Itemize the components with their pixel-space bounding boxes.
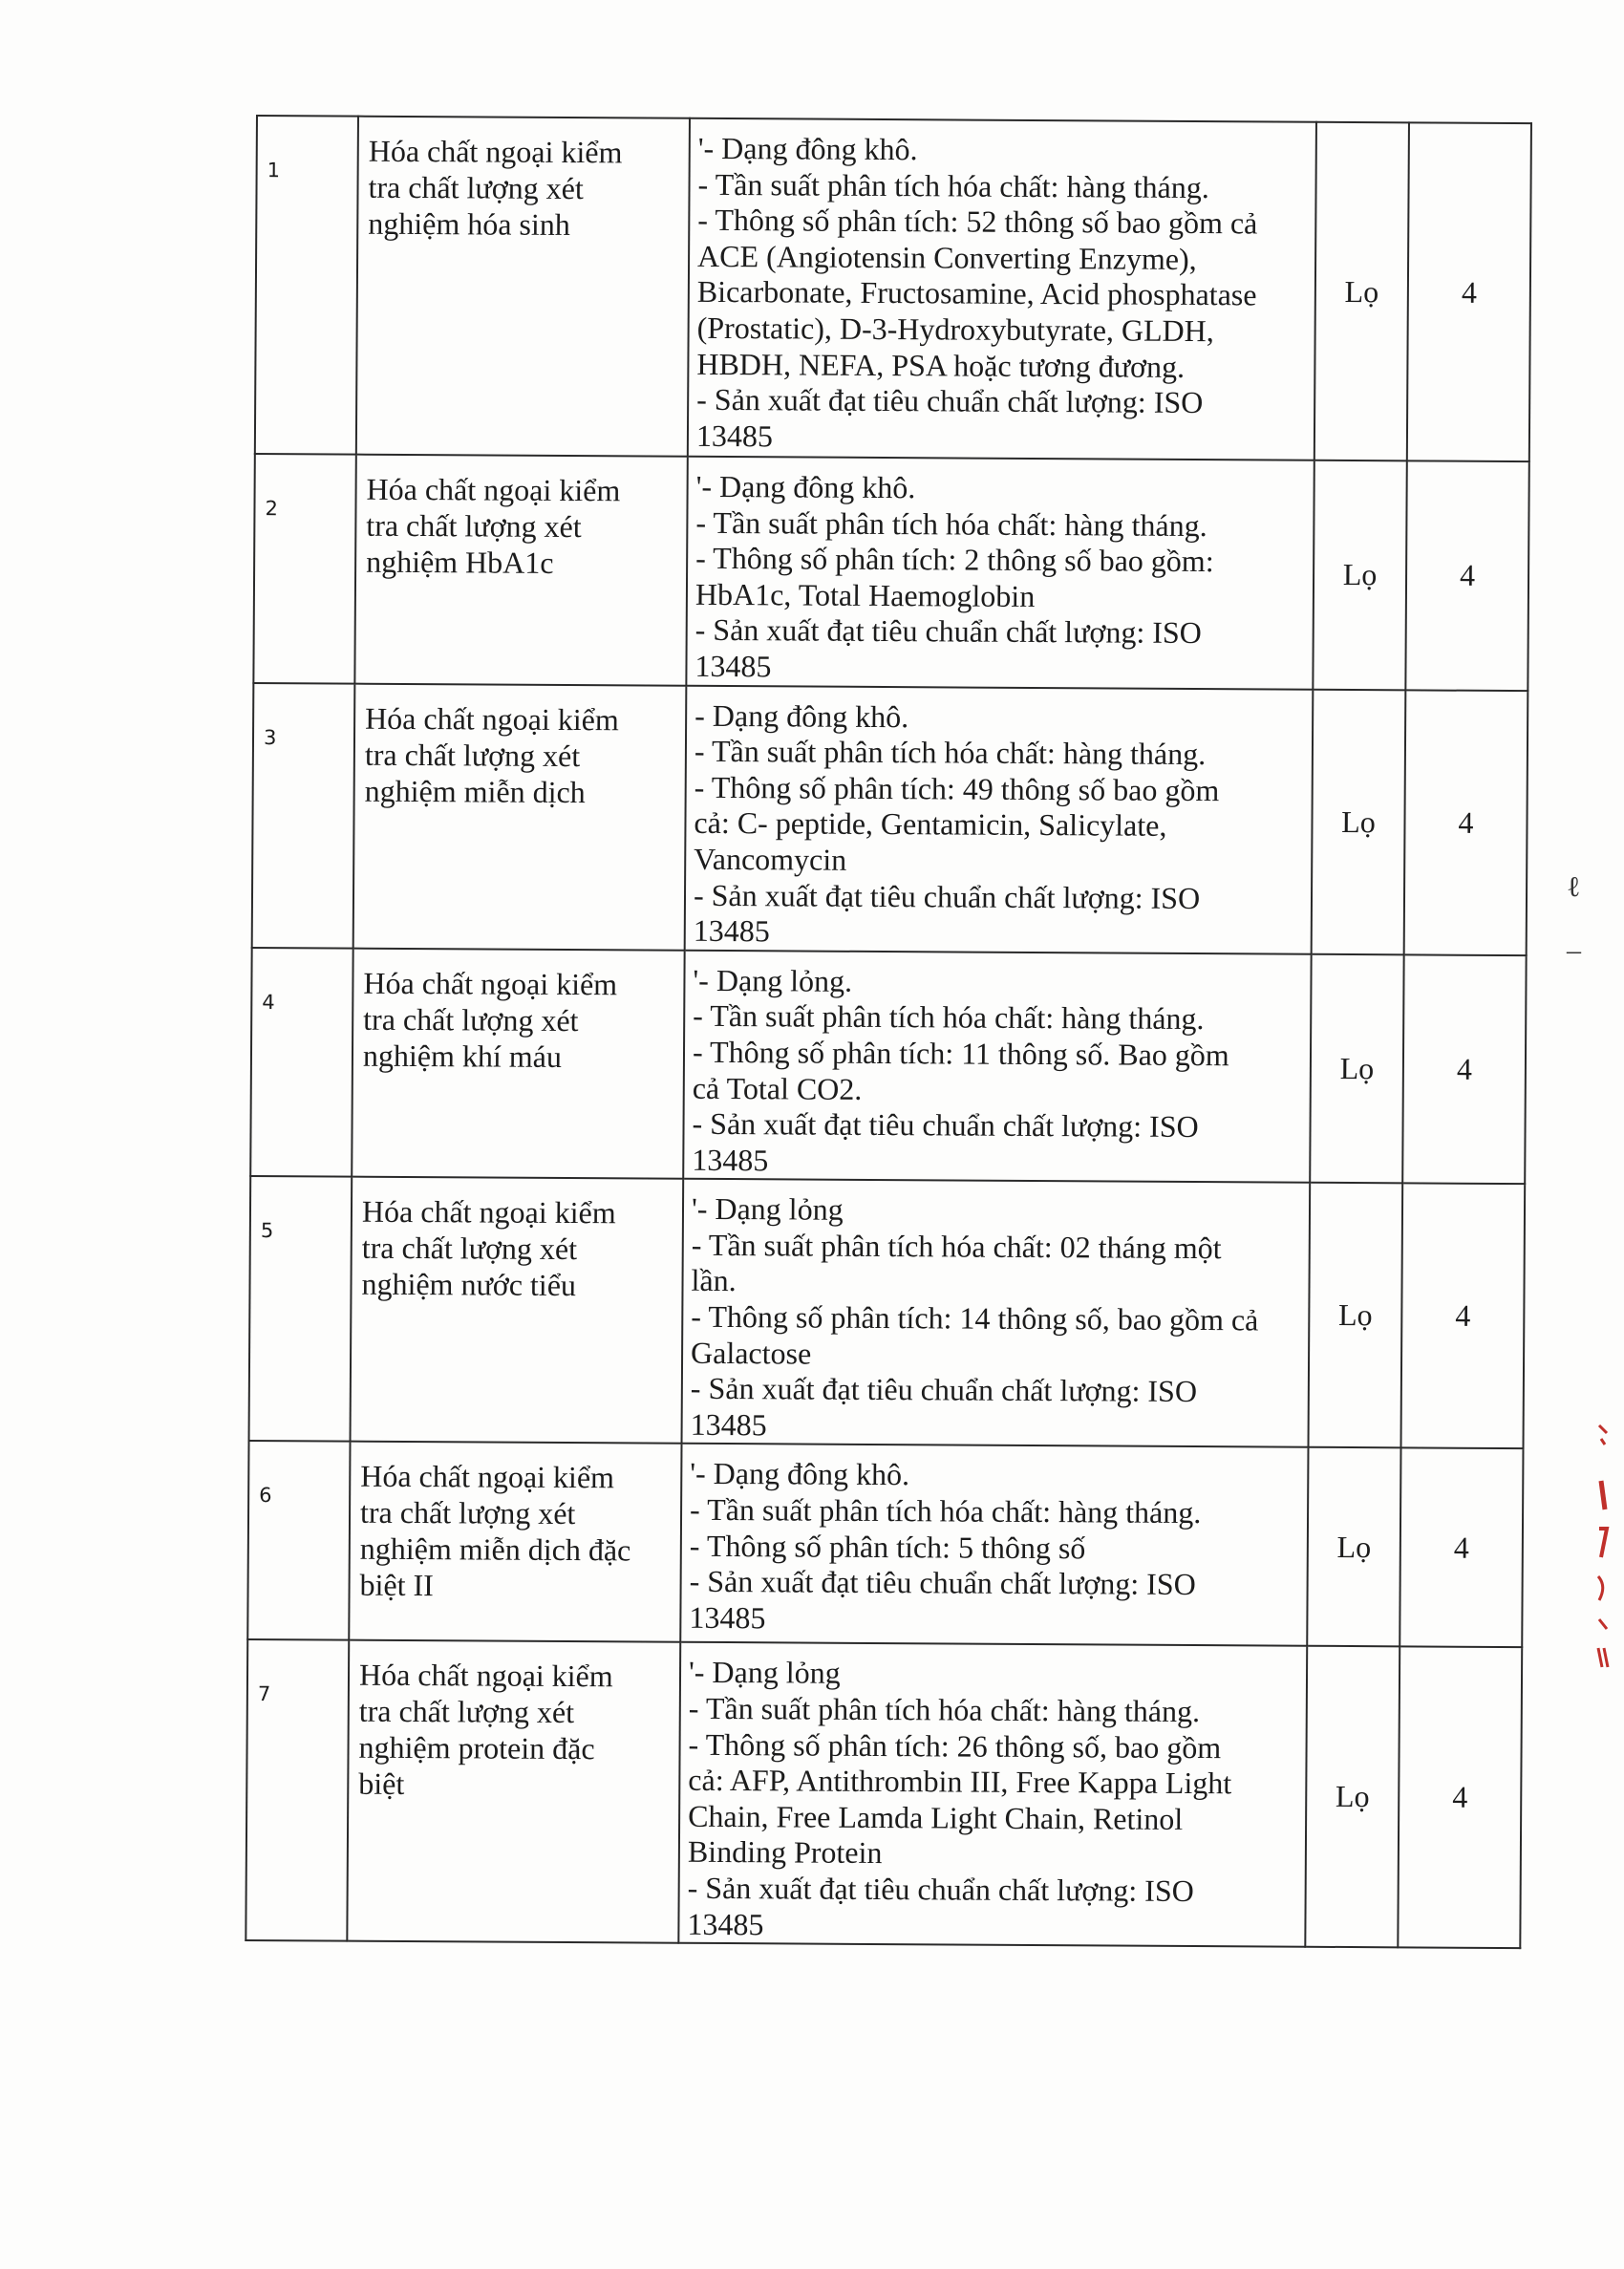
specification-line: - Tần suất phân tích hóa chất: hàng tháng. [695, 504, 1207, 543]
item-name-cell [351, 1177, 684, 1444]
specification-cell [678, 1642, 1307, 1947]
table-row [246, 1639, 1522, 1948]
item-name-line: tra chất lượng xét [364, 737, 581, 773]
specification-line: - Sản xuất đạt tiêu chuẩn chất lượng: ISO [690, 1371, 1198, 1409]
quantity-cell [1400, 1448, 1523, 1648]
specification-table [245, 115, 1532, 1949]
specification-line: lần. [691, 1263, 737, 1298]
specification-line: 13485 [693, 912, 770, 949]
specification-line: - Tần suất phân tích hóa chất: hàng tháng. [689, 1491, 1202, 1531]
quantity-cell [1404, 690, 1528, 955]
item-name-line: nghiệm miễn dịch đặc [359, 1531, 631, 1568]
item-name-cell [349, 1442, 681, 1642]
table-row [247, 1441, 1523, 1647]
row-number-cell [249, 1176, 353, 1442]
unit-cell [1314, 122, 1409, 461]
table-body [246, 116, 1531, 1948]
table-row [253, 454, 1528, 691]
item-name-line: nghiệm hóa sinh [368, 205, 570, 243]
row-number-cell [250, 948, 353, 1177]
item-name-line: tra chất lượng xét [361, 1230, 578, 1267]
item-name-line: Hóa chất ngoại kiểm [358, 1658, 613, 1694]
table-row [250, 948, 1526, 1185]
specification-line: cả: C- peptide, Gentamicin, Salicylate, [694, 805, 1167, 844]
item-name-line: Hóa chất ngoại kiểm [366, 471, 621, 508]
item-name-cell [347, 1640, 680, 1943]
row-number: 2 [265, 497, 278, 521]
specification-line: Bicarbonate, Fructosamine, Acid phosphatase [696, 274, 1257, 312]
item-name-line: biệt II [359, 1568, 435, 1603]
row-number: 5 [260, 1219, 274, 1243]
specification-line: 13485 [694, 648, 772, 684]
item-name-line: nghiệm nước tiểu [361, 1266, 577, 1303]
specification-line: HbA1c, Total Haemoglobin [694, 576, 1036, 613]
specification-line: - Sản xuất đạt tiêu chuẩn chất lượng: ISO [687, 1870, 1194, 1909]
quantity-value: 4 [1458, 804, 1474, 840]
specification-line: - Tần suất phân tích hóa chất: 02 tháng một [691, 1227, 1222, 1266]
unit-value: Lọ [1339, 1050, 1375, 1086]
item-name-line: Hóa chất ngoại kiểm [365, 700, 619, 737]
specification-line: - Thông số phân tích: 11 thông số. Bao gồm [692, 1034, 1229, 1073]
specification-line: (Prostatic), D-3-Hydroxybutyrate, GLDH, [696, 310, 1214, 349]
quantity-value: 4 [1453, 1530, 1469, 1565]
table-row [252, 683, 1528, 955]
item-name-line: tra chất lượng xét [363, 1001, 579, 1038]
item-name-line: tra chất lượng xét [368, 169, 584, 206]
row-number-cell [247, 1441, 350, 1640]
specification-cell [682, 1179, 1311, 1447]
specification-cell [686, 457, 1314, 690]
table-row [255, 116, 1531, 461]
item-name-cell [353, 683, 687, 950]
specification-line: - Tần suất phân tích hóa chất: hàng tháng. [694, 733, 1207, 772]
specification-line: '- Dạng đông khô. [697, 130, 918, 167]
row-number: 4 [262, 990, 275, 1014]
specification-line: - Thông số phân tích: 5 thông số [689, 1528, 1086, 1565]
specification-line: - Sản xuất đạt tiêu chuẩn chất lượng: ISO [693, 877, 1201, 915]
specification-line: - Thông số phân tích: 26 thông số, bao gồm [688, 1726, 1222, 1765]
row-number: 1 [267, 159, 281, 182]
specification-line: 13485 [687, 1906, 764, 1941]
specification-line: cả: AFP, Antithrombin III, Free Kappa Light [688, 1763, 1232, 1801]
specification-line: - Thông số phân tích: 49 thông số bao gồm [694, 769, 1220, 807]
specification-line: 13485 [689, 1599, 766, 1636]
specification-line: 13485 [695, 417, 774, 454]
specification-line: - Sản xuất đạt tiêu chuẩn chất lượng: ISO [694, 612, 1202, 651]
unit-value: Lọ [1337, 1297, 1373, 1333]
item-name-cell [356, 117, 690, 457]
specification-line: - Thông số phân tích: 52 thông số bao gồm cả [697, 203, 1258, 241]
item-name-cell [354, 455, 687, 686]
item-name-line: tra chất lượng xét [358, 1694, 575, 1730]
quantity-value: 4 [1456, 1051, 1473, 1086]
unit-cell [1310, 953, 1403, 1183]
specification-line: Binding Protein [687, 1834, 883, 1871]
specification-line: - Sản xuất đạt tiêu chuẩn chất lượng: ISO [692, 1105, 1199, 1145]
row-number: 7 [257, 1682, 271, 1706]
quantity-value: 4 [1452, 1779, 1468, 1815]
specification-line: - Sản xuất đạt tiêu chuẩn chất lượng: ISO [696, 381, 1204, 420]
item-name-line: nghiệm miễn dịch [364, 773, 586, 809]
unit-cell [1305, 1646, 1400, 1947]
item-name-line: tra chất lượng xét [359, 1495, 576, 1531]
specification-line: - Tần suất phân tích hóa chất: hàng tháng. [697, 166, 1209, 204]
unit-value: Lọ [1341, 803, 1376, 839]
specification-cell [685, 685, 1314, 953]
unit-cell [1313, 460, 1406, 690]
unit-cell [1307, 1447, 1400, 1647]
item-name-line: nghiệm khí máu [362, 1038, 563, 1074]
specification-line: '- Dạng lỏng [691, 1191, 844, 1228]
specification-line: - Tần suất phân tích hóa chất: hàng tháng. [688, 1690, 1201, 1729]
table-row [249, 1176, 1526, 1448]
specification-line: Vancomycin [694, 841, 847, 877]
specification-line: - Dạng đông khô. [694, 697, 909, 734]
specification-line: - Thông số phân tích: 2 thông số bao gồm: [695, 541, 1214, 579]
quantity-cell [1402, 954, 1526, 1184]
quantity-cell [1400, 1184, 1525, 1449]
unit-value: Lọ [1342, 557, 1378, 592]
row-number: 3 [263, 725, 277, 749]
quantity-cell [1405, 460, 1528, 690]
specification-line: '- Dạng lỏng [688, 1655, 841, 1691]
row-number-cell [255, 116, 358, 455]
row-number: 6 [259, 1484, 272, 1508]
quantity-value: 4 [1459, 557, 1476, 593]
margin-dash: – [1567, 934, 1581, 966]
quantity-cell [1398, 1647, 1522, 1949]
margin-mark: ℓ [1567, 871, 1581, 903]
row-number-cell [246, 1639, 349, 1940]
specification-cell [680, 1444, 1308, 1646]
row-number-cell [253, 454, 355, 683]
item-name-line: biệt [358, 1766, 405, 1802]
specification-line: - Sản xuất đạt tiêu chuẩn chất lượng: ISO [689, 1564, 1196, 1602]
specification-line: '- Dạng đông khô. [690, 1456, 910, 1492]
unit-cell [1312, 689, 1406, 954]
quantity-value: 4 [1461, 274, 1478, 310]
specification-line: - Thông số phân tích: 14 thông số, bao gồm cả [691, 1298, 1259, 1338]
specification-line: Chain, Free Lamda Light Chain, Retinol [688, 1798, 1184, 1836]
item-name-line: Hóa chất ngoại kiểm [361, 1193, 616, 1231]
unit-value: Lọ [1344, 273, 1379, 309]
specification-line: cả Total CO2. [692, 1070, 863, 1106]
specification-cell [683, 950, 1311, 1183]
specification-line: '- Dạng lỏng. [693, 962, 853, 998]
specification-cell [688, 118, 1316, 460]
item-name-line: Hóa chất ngoại kiểm [363, 965, 618, 1002]
item-name-line: nghiệm HbA1c [366, 544, 554, 580]
item-name-cell [352, 948, 684, 1179]
specification-line: HBDH, NEFA, PSA hoặc tương đương. [696, 346, 1186, 384]
stamp-fragment-icon [1593, 1423, 1613, 1672]
quantity-cell [1407, 122, 1531, 461]
specification-line: 13485 [692, 1142, 769, 1177]
quantity-value: 4 [1455, 1298, 1471, 1334]
row-number-cell [252, 683, 355, 949]
specification-line: '- Dạng đông khô. [695, 468, 916, 505]
specification-line: - Tần suất phân tích hóa chất: hàng tháng. [693, 998, 1205, 1037]
item-name-line: Hóa chất ngoại kiểm [360, 1459, 615, 1495]
red-stamp-edge [1593, 1423, 1613, 1682]
item-name-line: Hóa chất ngoại kiểm [368, 133, 623, 170]
unit-value: Lọ [1335, 1779, 1370, 1814]
item-name-line: tra chất lượng xét [366, 507, 582, 545]
specification-line: ACE (Angiotensin Converting Enzyme), [696, 238, 1197, 276]
specification-line: Galactose [690, 1335, 812, 1371]
unit-cell [1308, 1183, 1402, 1448]
specification-line: 13485 [690, 1406, 767, 1443]
unit-value: Lọ [1336, 1529, 1372, 1565]
item-name-line: nghiệm protein đặc [358, 1730, 595, 1766]
